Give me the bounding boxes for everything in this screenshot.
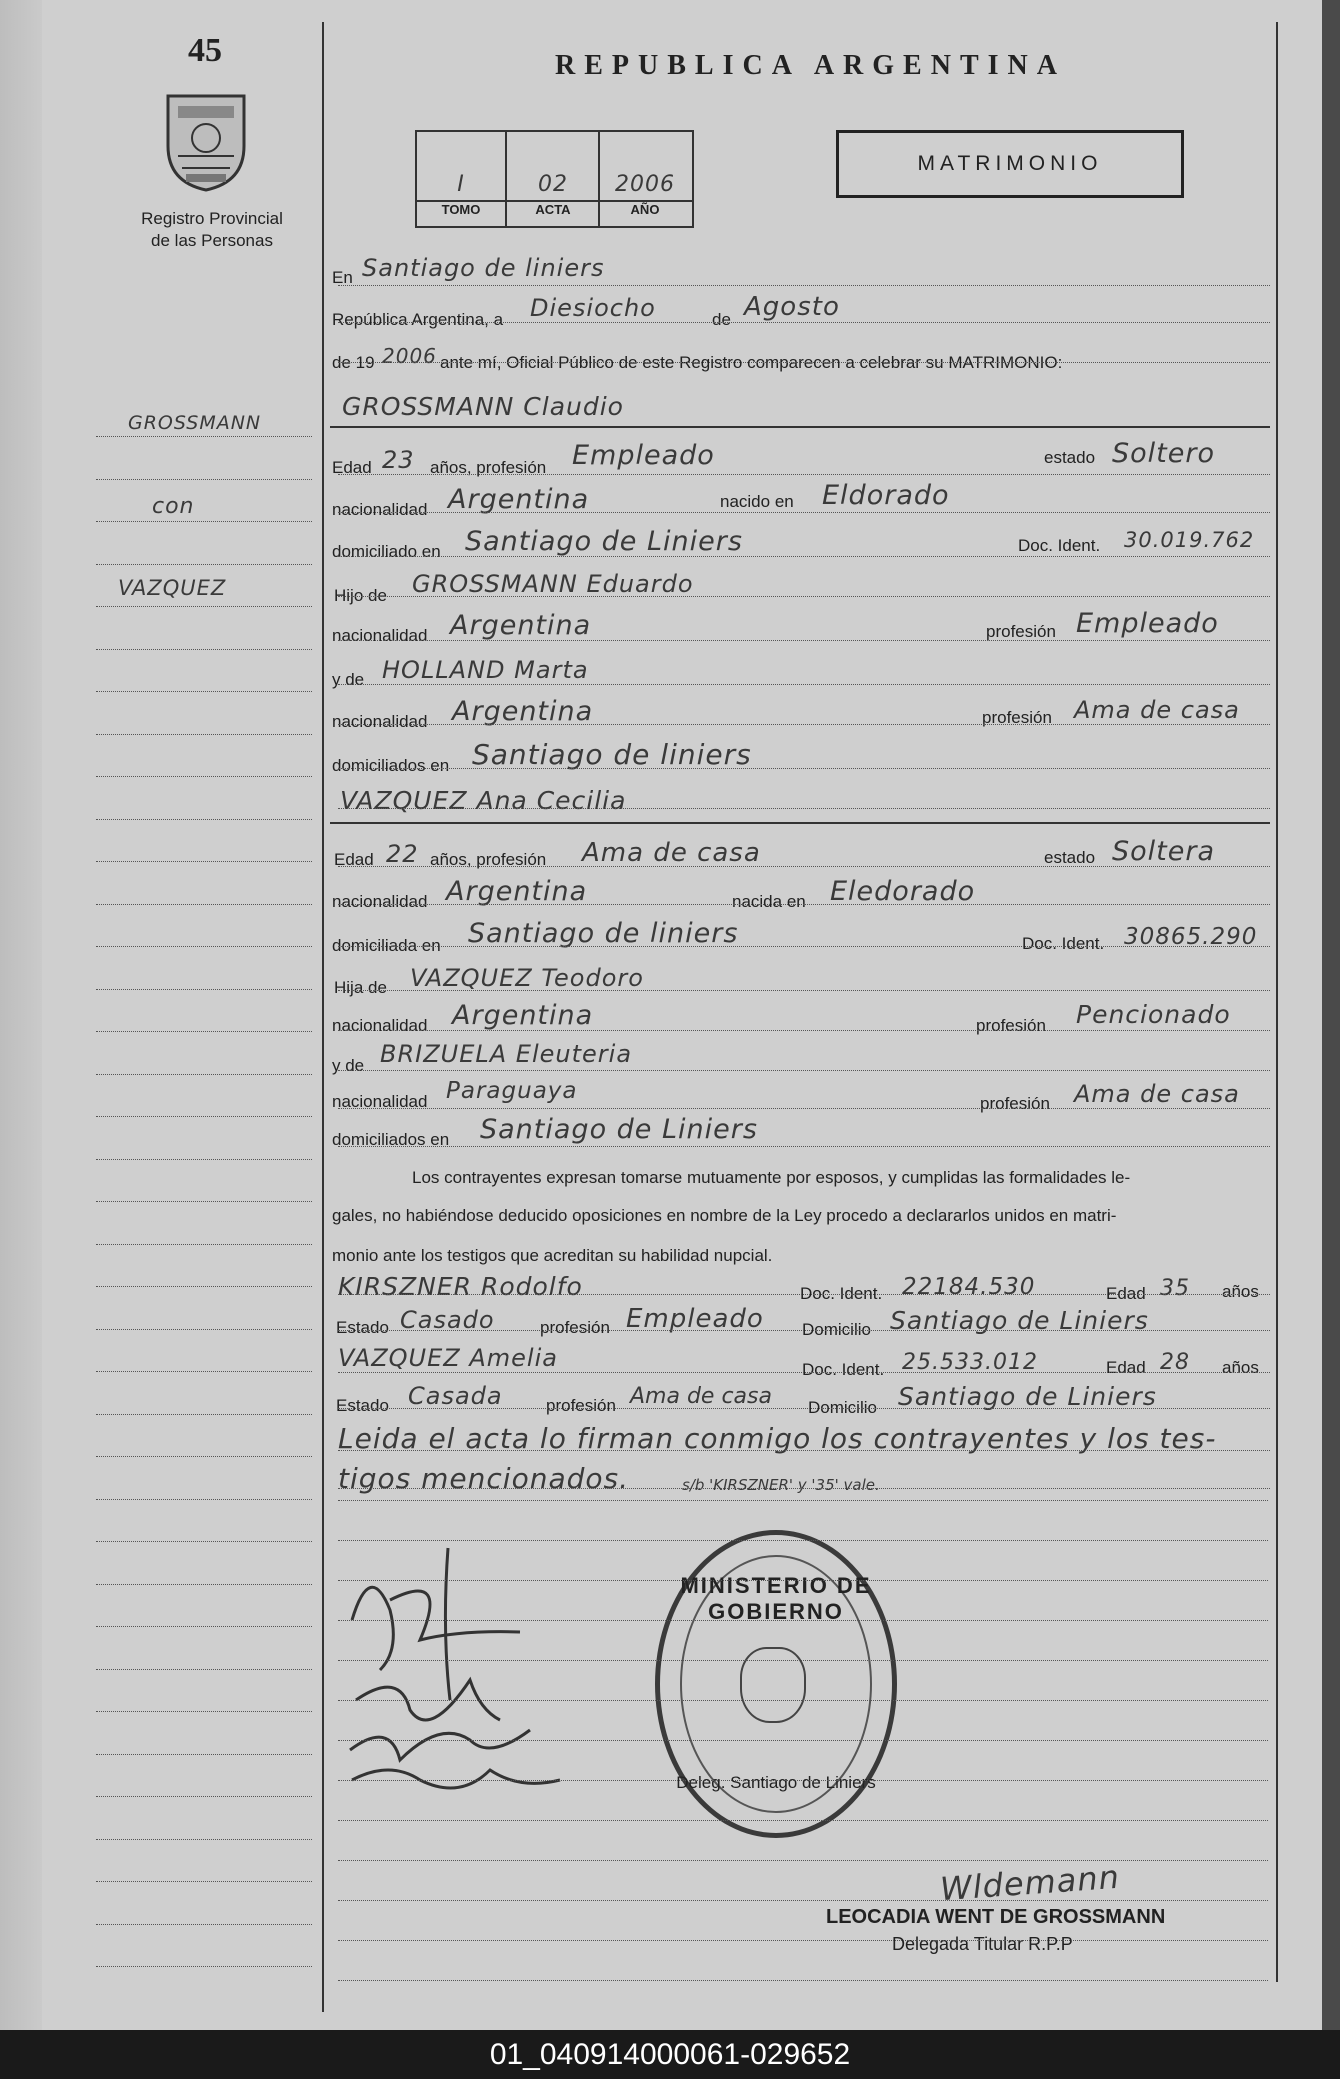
ruled-line <box>338 640 1270 641</box>
ruled-line <box>338 596 1270 597</box>
ruled-line <box>96 564 312 565</box>
tomo-label: TOMO <box>441 202 481 217</box>
ruled-line <box>338 1030 1270 1031</box>
ruled-line <box>338 904 1270 905</box>
field-label: domiciliados en <box>332 756 450 775</box>
field-label: estado <box>1044 848 1096 867</box>
ruled-line <box>338 866 1270 867</box>
ruled-line <box>338 1108 1270 1109</box>
field-label: Estado <box>336 1318 389 1337</box>
ruled-line <box>96 989 312 990</box>
ruled-line <box>338 1450 1270 1451</box>
margin-divider <box>322 22 324 2012</box>
groom-mother: HOLLAND Marta <box>382 656 589 684</box>
groom-mother-nationality: Argentina <box>452 696 594 727</box>
year-prefix: de 19 <box>332 353 375 372</box>
bride-doc: 30865.290 <box>1124 924 1258 950</box>
footer-id: 01_040914000061-029652 <box>0 2030 1340 2079</box>
field-label: domiciliado en <box>332 542 441 561</box>
bride-father-profession: Pencionado <box>1076 1000 1231 1029</box>
field-label: nacionalidad <box>332 626 428 645</box>
official-role: Delegada Titular R.P.P <box>892 1934 1073 1954</box>
witness2-name: VAZQUEZ Amelia <box>338 1344 558 1372</box>
page-number: 45 <box>188 32 222 69</box>
declaration-line: Los contrayentes expresan tomarse mutuamente por esposos, y cumplidas las formalidades le- <box>412 1168 1131 1187</box>
field-label: Estado <box>336 1396 389 1415</box>
margin-name-groom: GROSSMANN <box>128 412 262 434</box>
witness2-status: Casada <box>408 1382 503 1410</box>
groom-address: Santiago de Liniers <box>465 526 743 557</box>
ruled-line <box>338 1660 1268 1661</box>
bride-mother-nationality: Paraguaya <box>446 1078 578 1104</box>
ruled-line <box>338 322 1270 323</box>
ruled-line <box>96 1201 312 1202</box>
closing-line: tigos mencionados. <box>338 1462 629 1495</box>
witness1-age: 35 <box>1160 1276 1190 1301</box>
field-label: años, profesión <box>430 458 547 477</box>
field-label: años <box>1222 1282 1259 1301</box>
marriage-year: 2006 <box>382 344 437 368</box>
field-label: profesión <box>540 1318 610 1337</box>
field-label: Edad <box>1106 1284 1146 1303</box>
groom-name: GROSSMANN Claudio <box>342 392 624 421</box>
field-label: Edad <box>332 458 372 477</box>
ruled-line <box>338 946 1270 947</box>
stamp-bottom-text: Deleg. Santiago de Liniers <box>676 1773 876 1792</box>
field-label: profesión <box>980 1094 1050 1113</box>
ruled-line <box>96 1966 312 1967</box>
closing-line: Leida el acta lo firman conmigo los contrayentes y los tes- <box>338 1422 1217 1455</box>
document-title: REPUBLICA ARGENTINA <box>555 50 1066 81</box>
groom-father-profession: Empleado <box>1076 608 1219 639</box>
ruled-line <box>96 1626 312 1627</box>
field-label: Hija de <box>334 978 387 997</box>
ruled-line <box>96 1414 312 1415</box>
ruled-line <box>338 512 1270 513</box>
ruled-line <box>338 1146 1270 1147</box>
bride-parents-address: Santiago de Liniers <box>480 1114 758 1145</box>
ruled-line <box>338 1900 1268 1901</box>
ruled-line <box>96 861 312 862</box>
declaration-line: gales, no habiéndose deducido oposiciones en nombre de la Ley procedo a declararlos unidos en matri- <box>332 1206 1117 1225</box>
ruled-line <box>96 1031 312 1032</box>
marriage-month: Agosto <box>744 292 840 322</box>
ruled-line <box>338 724 1270 725</box>
registry-line: de las Personas <box>151 231 273 250</box>
bride-father: VAZQUEZ Teodoro <box>410 964 644 992</box>
field-label: nacionalidad <box>332 1092 428 1111</box>
ruled-line <box>338 362 1270 363</box>
margin-name-bride: VAZQUEZ <box>118 576 227 600</box>
ruled-line <box>96 691 312 692</box>
ruled-line <box>96 1541 312 1542</box>
ruled-line <box>338 556 1270 557</box>
ruled-line <box>96 1329 312 1330</box>
acta-value: 02 <box>538 172 568 197</box>
provincial-shield-icon <box>160 86 252 194</box>
field-label: Doc. Ident. <box>802 1360 885 1379</box>
groom-civil-status: Soltero <box>1112 438 1215 469</box>
registry-name <box>120 208 304 252</box>
official-signature: Wldemann <box>938 1857 1121 1909</box>
witness1-status: Casado <box>400 1306 495 1334</box>
marriage-city: Santiago de liniers <box>362 254 605 282</box>
ruled-line <box>96 1499 312 1500</box>
field-label: domiciliados en <box>332 1130 450 1149</box>
ruled-line <box>338 1820 1268 1821</box>
en-label: En <box>332 268 353 287</box>
ruled-line <box>338 1408 1270 1409</box>
ruled-line <box>96 1244 312 1245</box>
bride-name: VAZQUEZ Ana Cecilia <box>340 786 627 815</box>
ruled-line <box>338 474 1270 475</box>
field-label: domiciliada en <box>332 936 441 955</box>
field-label: estado <box>1044 448 1096 467</box>
ruled-line <box>96 1796 312 1797</box>
bride-profession: Ama de casa <box>582 838 761 868</box>
marriage-day: Diesiocho <box>530 294 656 322</box>
ruled-line <box>338 1294 1270 1295</box>
groom-mother-profession: Ama de casa <box>1074 696 1240 724</box>
witness1-name: KIRSZNER Rodolfo <box>338 1272 583 1301</box>
field-label: Hijo de <box>334 586 387 605</box>
ruled-line <box>96 904 312 905</box>
page-edge <box>1322 0 1340 2030</box>
groom-father-nationality: Argentina <box>450 610 592 641</box>
ruled-line <box>96 1456 312 1457</box>
act-type-box: MATRIMONIO <box>836 130 1184 198</box>
stamp-emblem-icon <box>740 1647 806 1723</box>
witness2-doc: 25.533.012 <box>902 1350 1038 1375</box>
groom-doc: 30.019.762 <box>1124 528 1255 552</box>
bride-address: Santiago de liniers <box>468 918 739 949</box>
ruled-line <box>338 1780 1268 1781</box>
bride-father-nationality: Argentina <box>452 1000 594 1031</box>
groom-age: 23 <box>382 446 415 474</box>
ruled-line <box>96 819 312 820</box>
ruled-line <box>338 1980 1268 1981</box>
groom-nationality: Argentina <box>448 484 590 515</box>
registry-line: Registro Provincial <box>141 209 283 228</box>
page-edge <box>0 0 42 2030</box>
bride-birthplace: Eledorado <box>830 876 976 907</box>
ruled-line <box>96 1669 312 1670</box>
republica-label: República Argentina, a <box>332 310 504 329</box>
ruled-line <box>96 436 312 437</box>
ruled-line <box>96 1754 312 1755</box>
ruled-line <box>338 1500 1268 1501</box>
stamp-top-text: MINISTERIO DE GOBIERNO <box>680 1573 872 1624</box>
witness1-doc: 22184.530 <box>902 1274 1036 1300</box>
field-label: años, profesión <box>430 850 547 869</box>
ruled-line <box>338 1700 1268 1701</box>
bride-civil-status: Soltera <box>1112 836 1216 867</box>
witness2-profession: Ama de casa <box>630 1384 772 1409</box>
field-label: nacionalidad <box>332 892 428 911</box>
witness2-address: Santiago de Liniers <box>898 1382 1157 1411</box>
field-label: profesión <box>976 1016 1046 1035</box>
field-label: Domicilio <box>808 1398 877 1417</box>
ruled-line <box>338 1540 1268 1541</box>
ruled-line <box>338 808 1270 809</box>
ruled-line <box>338 1620 1268 1621</box>
right-border <box>1276 22 1278 1982</box>
ruled-line <box>96 649 312 650</box>
groom-father: GROSSMANN Eduardo <box>412 570 694 598</box>
bride-mother-profession: Ama de casa <box>1074 1080 1240 1108</box>
ruled-line <box>96 734 312 735</box>
official-name: LEOCADIA WENT DE GROSSMANN <box>826 1906 1166 1928</box>
field-label: y de <box>332 670 365 689</box>
field-label: nacionalidad <box>332 712 428 731</box>
ruled-line <box>338 1372 1270 1373</box>
ruled-line <box>96 606 312 607</box>
ruled-line <box>96 1924 312 1925</box>
margin-con: con <box>152 494 195 519</box>
ruled-line <box>96 1286 312 1287</box>
book-reference-box <box>415 130 694 228</box>
bride-mother: BRIZUELA Eleuteria <box>380 1040 633 1068</box>
ruled-line <box>338 1740 1268 1741</box>
groom-profession: Empleado <box>572 440 715 471</box>
ruled-line <box>96 521 312 522</box>
ruled-line <box>338 684 1270 685</box>
official-stamp <box>655 1530 897 1838</box>
ruled-line <box>96 776 312 777</box>
intro-text: ante mí, Oficial Público de este Registro comparecen a celebrar su MATRIMONIO: <box>440 353 1063 372</box>
ruled-line <box>96 1584 312 1585</box>
ruled-line <box>338 768 1270 769</box>
ruled-line <box>96 1159 312 1160</box>
witness1-address: Santiago de Liniers <box>890 1306 1149 1335</box>
field-label: y de <box>332 1056 365 1075</box>
field-label: años <box>1222 1358 1259 1377</box>
field-label: Domicilio <box>802 1320 871 1339</box>
field-label: Doc. Ident. <box>1022 934 1105 953</box>
anio-value: 2006 <box>615 172 675 197</box>
ruled-line <box>96 1371 312 1372</box>
field-label: nacionalidad <box>332 500 428 519</box>
ruled-line <box>338 1860 1268 1861</box>
declaration-line: monio ante los testigos que acreditan su habilidad nupcial. <box>332 1246 773 1265</box>
ruled-line <box>96 946 312 947</box>
groom-parents-address: Santiago de liniers <box>472 738 752 771</box>
field-label: profesión <box>982 708 1052 727</box>
groom-birthplace: Eldorado <box>822 480 950 511</box>
field-label: nacido en <box>720 492 794 511</box>
anio-label: AÑO <box>630 202 660 217</box>
ruled-line <box>96 1839 312 1840</box>
field-label: Doc. Ident. <box>1018 536 1101 555</box>
field-label: nacionalidad <box>332 1016 428 1035</box>
bride-nationality: Argentina <box>446 876 588 907</box>
tomo-value: I <box>457 172 465 197</box>
ruled-line <box>338 285 1270 286</box>
ruled-line <box>338 1070 1270 1071</box>
field-label: profesión <box>986 622 1056 641</box>
ruled-line <box>96 1074 312 1075</box>
ruled-line <box>96 1116 312 1117</box>
ruled-line <box>338 1580 1268 1581</box>
ruled-line <box>96 1881 312 1882</box>
witness1-profession: Empleado <box>626 1304 764 1334</box>
field-label: profesión <box>546 1396 616 1415</box>
ruled-line <box>338 1330 1270 1331</box>
de-label: de <box>712 310 731 329</box>
ruled-line <box>96 479 312 480</box>
witness2-age: 28 <box>1160 1350 1190 1375</box>
acta-label: ACTA <box>535 202 571 217</box>
ruled-line <box>338 990 1270 991</box>
field-label: Edad <box>334 850 374 869</box>
correction-note: s/b 'KIRSZNER' y '35' vale. <box>682 1476 880 1494</box>
field-label: nacida en <box>732 892 806 911</box>
field-label: Edad <box>1106 1358 1146 1377</box>
ruled-line <box>96 1711 312 1712</box>
ruled-line <box>338 1940 1268 1941</box>
ruled-line <box>338 1488 1270 1489</box>
field-label: Doc. Ident. <box>800 1284 883 1303</box>
bride-age: 22 <box>386 840 419 868</box>
